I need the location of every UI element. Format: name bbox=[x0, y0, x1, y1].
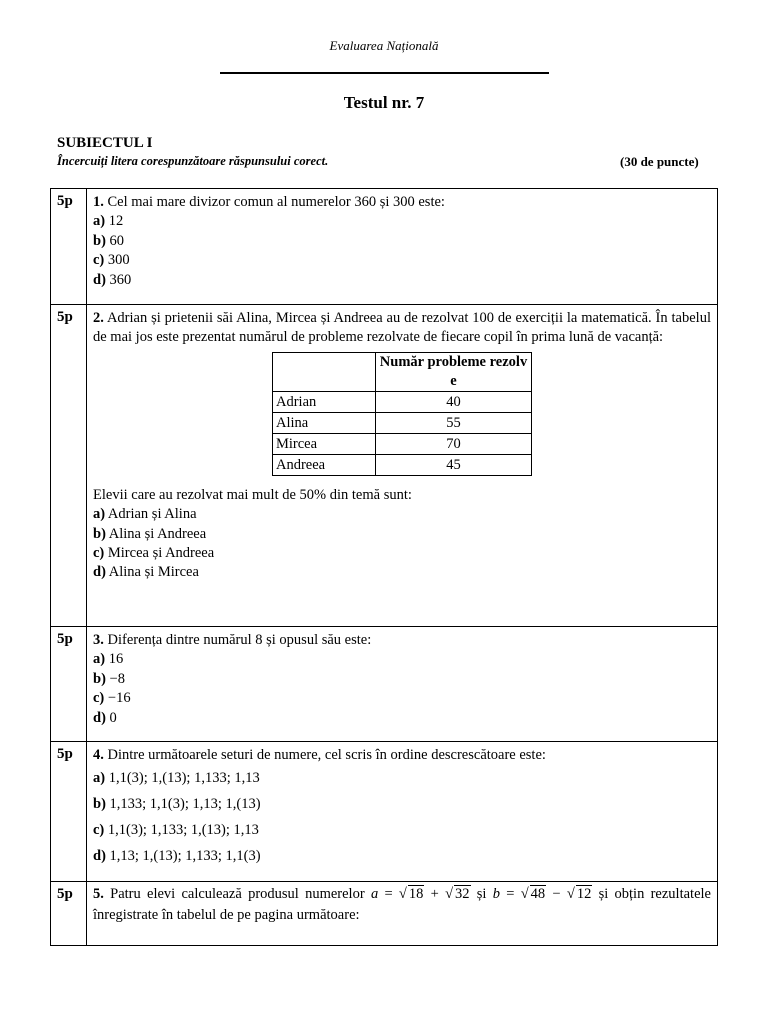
question-text: Dintre următoarele seturi de numere, cel scris în ordine descrescătoare este: bbox=[103, 747, 546, 763]
question-number: 2. bbox=[93, 310, 104, 326]
subject-title: SUBIECTUL I bbox=[57, 135, 153, 151]
answer-option-b[interactable] bbox=[93, 670, 711, 689]
question-number: 5. bbox=[93, 886, 104, 902]
option-text: Alina și Mircea bbox=[105, 564, 199, 581]
question-score: 5p bbox=[51, 742, 87, 882]
student-name: Adrian bbox=[273, 391, 376, 412]
problem-count: 45 bbox=[376, 454, 532, 475]
option-letter: d) bbox=[93, 709, 106, 726]
answer-option-c[interactable] bbox=[93, 251, 711, 270]
option-text: 16 bbox=[105, 651, 124, 668]
question-row-3 bbox=[51, 627, 718, 742]
question-prompt: Elevii care au rezolvat mai mult de 50% din temă sunt: bbox=[93, 486, 412, 503]
question-row-1 bbox=[51, 189, 718, 305]
option-letter: b) bbox=[93, 670, 106, 687]
answer-option-c[interactable] bbox=[93, 817, 711, 843]
answer-option-c[interactable] bbox=[93, 689, 711, 708]
option-letter: a) bbox=[93, 770, 106, 787]
student-name: Andreea bbox=[273, 454, 376, 475]
header-cell-count: Număr probleme rezolv e bbox=[376, 352, 532, 391]
question-text: Cel mai mare divizor comun al numerelor 360 și 300 este: bbox=[103, 194, 445, 210]
question-statement bbox=[93, 884, 711, 926]
answer-option-b[interactable] bbox=[93, 232, 711, 251]
option-letter: b) bbox=[93, 525, 106, 542]
answer-option-a[interactable] bbox=[93, 212, 711, 231]
problems-table-row bbox=[273, 433, 532, 454]
question-statement bbox=[93, 631, 711, 650]
option-text: −16 bbox=[104, 690, 131, 707]
question-score: 5p bbox=[51, 189, 87, 305]
problem-count: 70 bbox=[376, 433, 532, 454]
option-text: 60 bbox=[105, 232, 125, 249]
answer-option-b[interactable] bbox=[93, 525, 711, 544]
option-letter: c) bbox=[93, 252, 105, 269]
question-content bbox=[87, 882, 718, 946]
question-content bbox=[87, 189, 718, 305]
question-statement bbox=[93, 193, 711, 212]
question-text: Adrian și prietenii săi Alina, Mircea și Andreea au de rezolvat 100 de exerciții la matematică. În tabelul de mai jos este prezentat numărul de probleme rezolvate de fiecare copil în prima lună de vacanță: bbox=[93, 310, 711, 346]
answer-option-a[interactable] bbox=[93, 505, 711, 524]
formula-a: a = √ 18 + √ 32 bbox=[370, 886, 470, 902]
question-text: și obțin rezultatele înregistrate în tabelul de pe pagina următoare: bbox=[93, 886, 711, 923]
questions-table bbox=[50, 188, 718, 946]
question-row-4 bbox=[51, 742, 718, 882]
option-text: 360 bbox=[105, 271, 132, 288]
problem-count: 55 bbox=[376, 412, 532, 433]
option-letter: c) bbox=[93, 822, 105, 839]
option-letter: d) bbox=[93, 564, 106, 581]
test-title: Testul nr. 7 bbox=[343, 93, 425, 112]
problems-table-header bbox=[273, 352, 532, 391]
problem-count: 40 bbox=[376, 391, 532, 412]
subject-instruction: Încercuiți litera corespunzătoare răspunsului corect. bbox=[57, 154, 329, 168]
answer-option-c[interactable] bbox=[93, 544, 711, 563]
question-number: 3. bbox=[93, 632, 104, 648]
option-letter: a) bbox=[93, 506, 106, 523]
option-text: 1,1(3); 1,(13); 1,133; 1,13 bbox=[105, 770, 260, 787]
question-conj: și bbox=[470, 886, 493, 902]
formula-var: b bbox=[492, 886, 500, 902]
question-score: 5p bbox=[51, 882, 87, 946]
radicand: 32 bbox=[455, 886, 470, 902]
option-text: 1,13; 1,(13); 1,133; 1,1(3) bbox=[105, 848, 261, 865]
option-text: 300 bbox=[104, 252, 130, 269]
answer-option-a[interactable] bbox=[93, 765, 711, 791]
formula-op: + bbox=[424, 886, 446, 902]
formula-eq: = bbox=[378, 886, 399, 902]
answer-option-b[interactable] bbox=[93, 791, 711, 817]
option-text: Adrian și Alina bbox=[105, 506, 197, 523]
problems-table bbox=[272, 352, 532, 476]
option-text: 12 bbox=[105, 213, 124, 230]
question-statement bbox=[93, 309, 711, 348]
problems-table-row bbox=[273, 412, 532, 433]
question-score: 5p bbox=[51, 305, 87, 627]
question-text: Patru elevi calculează produsul numerelor bbox=[103, 886, 371, 902]
question-number: 1. bbox=[93, 194, 104, 210]
option-letter: a) bbox=[93, 213, 106, 230]
option-text: 1,1(3); 1,133; 1,(13); 1,13 bbox=[104, 822, 259, 839]
option-letter: d) bbox=[93, 271, 106, 288]
option-text: Alina și Andreea bbox=[105, 525, 207, 542]
radicand: 12 bbox=[576, 886, 592, 902]
answer-option-d[interactable] bbox=[93, 271, 711, 290]
problems-table-row bbox=[273, 454, 532, 475]
question-score: 5p bbox=[51, 627, 87, 742]
option-letter: b) bbox=[93, 796, 106, 813]
option-letter: c) bbox=[93, 690, 105, 707]
header-title: Evaluarea Națională bbox=[329, 38, 439, 53]
option-letter: c) bbox=[93, 545, 105, 562]
question-number: 4. bbox=[93, 747, 104, 763]
question-row-2 bbox=[51, 305, 718, 627]
question-content bbox=[87, 305, 718, 627]
formula-var: a bbox=[370, 886, 379, 902]
question-statement bbox=[93, 746, 711, 765]
subject-points: (30 de puncte) bbox=[620, 154, 699, 169]
option-text: −8 bbox=[105, 670, 125, 687]
answer-option-d[interactable] bbox=[93, 563, 711, 582]
option-text: Mircea și Andreea bbox=[104, 545, 215, 562]
student-name: Alina bbox=[273, 412, 376, 433]
header-cell-name bbox=[273, 352, 376, 391]
formula-b: b = √ 48 − √ 12 bbox=[492, 886, 592, 902]
problems-table-row bbox=[273, 391, 532, 412]
option-letter: a) bbox=[93, 651, 106, 668]
option-text: 1,133; 1,1(3); 1,13; 1,(13) bbox=[105, 796, 261, 813]
formula-eq: = bbox=[499, 886, 521, 902]
header-divider bbox=[220, 72, 549, 74]
answer-option-d[interactable] bbox=[93, 709, 711, 728]
answer-option-a[interactable] bbox=[93, 650, 711, 669]
answer-option-d[interactable] bbox=[93, 843, 711, 869]
question-content bbox=[87, 627, 718, 742]
question-row-5 bbox=[51, 882, 718, 946]
question-content bbox=[87, 742, 718, 882]
formula-op: − bbox=[546, 886, 567, 902]
student-name: Mircea bbox=[273, 433, 376, 454]
question-text: Diferența dintre numărul 8 și opusul său este: bbox=[103, 632, 372, 648]
radicand: 18 bbox=[408, 886, 424, 902]
option-text: 0 bbox=[105, 709, 117, 726]
option-letter: b) bbox=[93, 232, 106, 249]
option-letter: d) bbox=[93, 848, 106, 865]
radicand: 48 bbox=[530, 886, 546, 902]
